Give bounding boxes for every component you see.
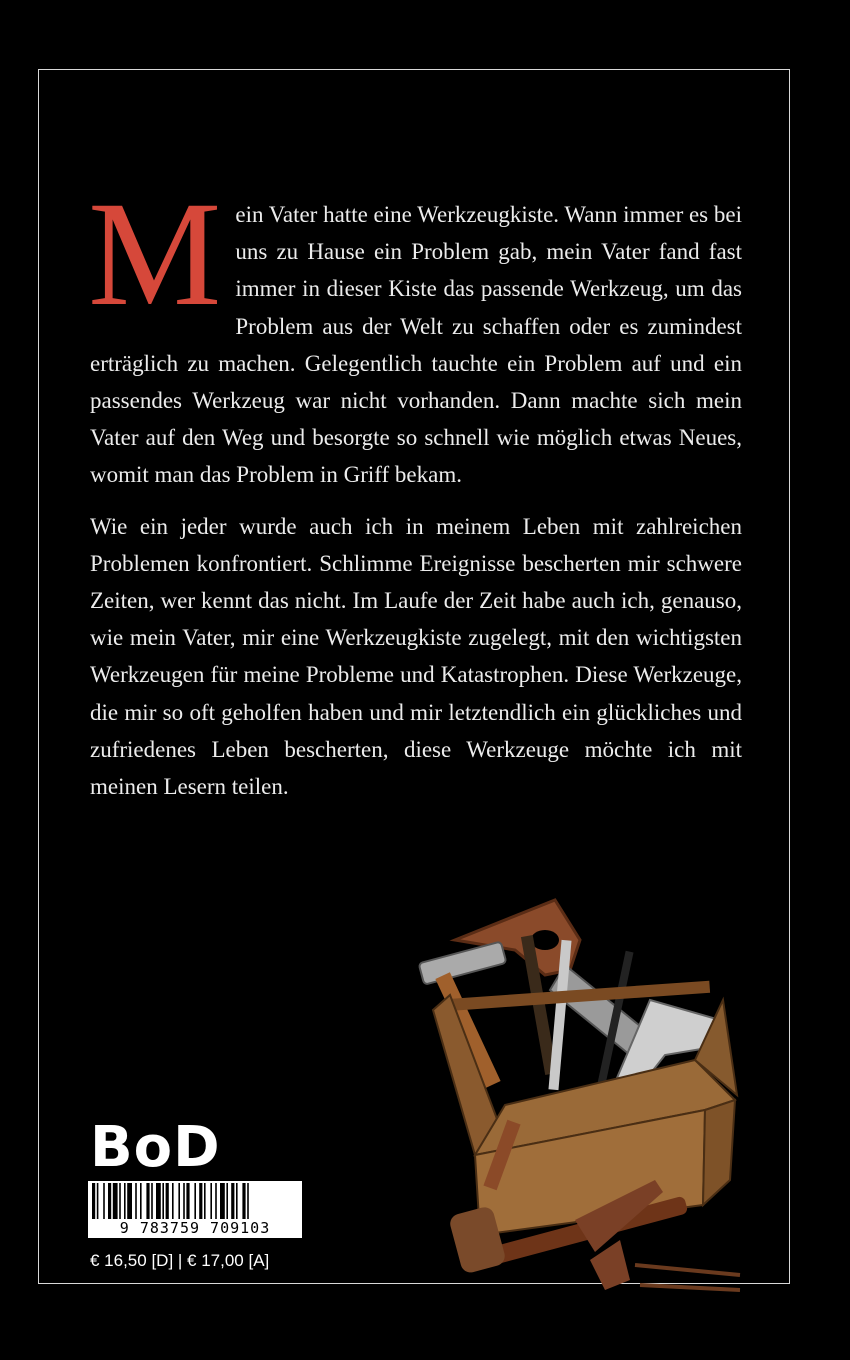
publisher-logo: BoD — [90, 1115, 221, 1180]
barcode-bars — [88, 1181, 302, 1221]
toolbox-illustration-icon — [405, 880, 750, 1300]
blurb-paragraph-1 — [88, 171, 742, 494]
barcode — [88, 1181, 302, 1238]
barcode-digits: 9 783759 709103 — [88, 1220, 302, 1237]
blurb-paragraph-2: Wie ein jeder wurde auch ich in meinem Leben mit zahlreichen Problemen konfrontiert. Schlimme Ereignisse bescherten mir schwere Zeiten, wer kennt das nicht. Im Laufe der Zeit habe auch ich, genauso, wie mein Vater, mir eine Werkzeugkiste zugelegt, mit den wichtigsten Werkzeugen für meine Probleme und Katastrophen. Diese Werkzeuge, die mir so oft geholfen haben und mir letztendlich ein glückliches und zufriedenes Leben bescherten, diese Werkzeuge möchte ich mit meinen Lesern teilen. — [90, 513, 742, 800]
drop-cap: M — [88, 171, 222, 337]
blurb-text — [88, 171, 742, 805]
blurb-paragraph-1-text: ein Vater hatte eine Werkzeugkiste. Wann immer es bei uns zu Hause ein Problem gab, mein Vater fand fast immer in dieser Kiste das passende Werkzeug, um das Problem aus der Welt zu schaffen oder es zumindest erträglich zu machen. Gelegentlich tauchte ein Problem auf und ein passendes Werkzeug war nicht vorhanden. Dann machte sich mein Vater auf den Weg und besorgte so schnell wie möglich etwas Neues, womit man das Problem in Griff bekam. — [90, 202, 742, 488]
price: € 16,50 [D] | € 17,00 [A] — [90, 1251, 270, 1270]
